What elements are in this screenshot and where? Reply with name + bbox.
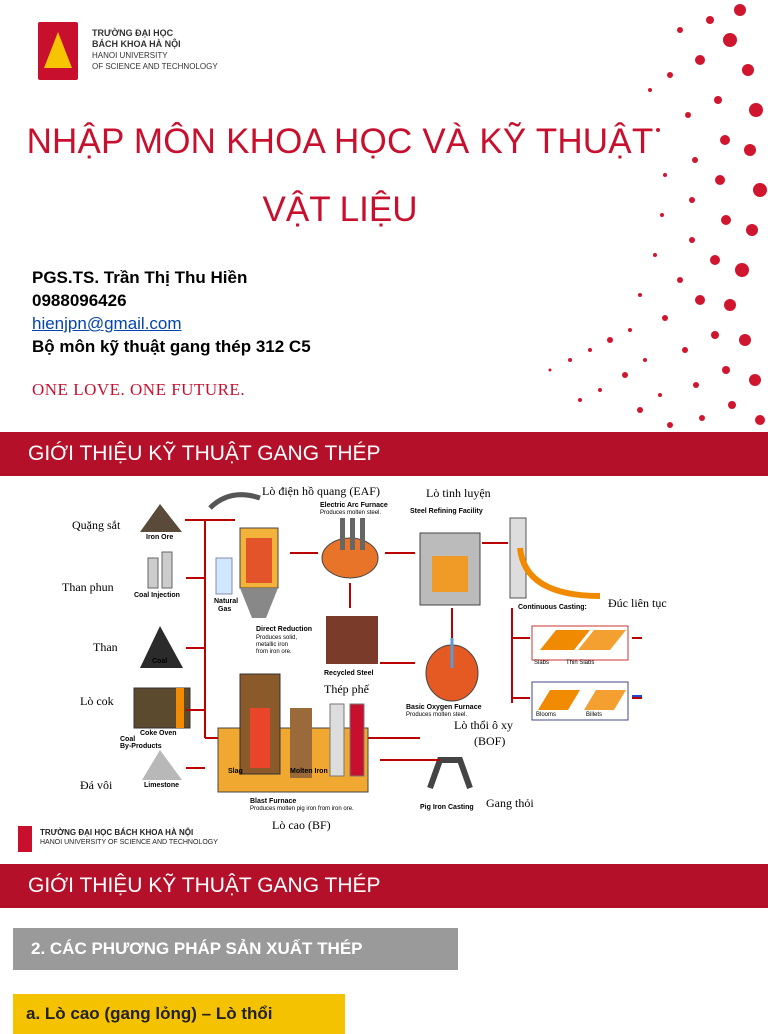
limestone-pile <box>142 750 182 780</box>
university-name <box>92 28 218 72</box>
eng-molten-iron: Molten Iron <box>290 768 328 775</box>
label-bf-vn: Lò cao (BF) <box>272 818 331 832</box>
university-line2: BÁCH KHOA HÀ NỘI <box>92 39 181 49</box>
eng-eaf: Electric Arc Furnace <box>320 502 388 509</box>
eng-coke-oven: Coke Oven <box>140 730 177 737</box>
eng-refining: Steel Refining Facility <box>410 508 483 515</box>
label-casting-vn: Đúc liên tục <box>608 596 667 610</box>
section-heading: 2. CÁC PHƯƠNG PHÁP SẢN XUẤT THÉP <box>13 928 458 970</box>
eng-coal-byproducts-2: By-Products <box>120 743 162 750</box>
author-phone: 0988096426 <box>32 291 127 310</box>
university-logo <box>38 22 78 80</box>
eng-dr-desc-1: Produces solid, <box>256 635 298 641</box>
author-email-link[interactable]: hienjpn@gmail.com <box>32 314 182 333</box>
university-line3: HANOI UNIVERSITY <box>92 51 168 60</box>
label-coal-vn: Than <box>93 640 118 654</box>
eng-coal-injection: Coal Injection <box>134 592 180 599</box>
eng-eaf-desc: Produces molten steel. <box>320 510 382 516</box>
eng-dr-desc-3: from iron ore. <box>256 649 292 655</box>
label-limestone-vn: Đá vôi <box>80 778 113 792</box>
eng-coal: Coal <box>152 658 168 665</box>
title-slide <box>0 0 768 432</box>
label-iron-ore-vn: Quặng sắt <box>72 518 121 532</box>
pig-iron-casting-machine <box>430 760 470 788</box>
eng-continuous-casting: Continuous Casting: <box>518 604 587 611</box>
eng-bf-desc: Produces molten pig iron from iron ore. <box>250 806 354 812</box>
eng-blooms: Blooms <box>536 712 557 718</box>
eng-recycled-steel: Recycled Steel <box>324 670 374 677</box>
eng-natural-gas-1: Natural <box>214 598 239 605</box>
author-department: Bộ môn kỹ thuật gang thép 312 C5 <box>32 337 311 356</box>
eng-billets: Billets <box>586 712 603 718</box>
iron-ore-pile <box>140 504 182 532</box>
natural-gas-icon <box>216 558 232 594</box>
label-coal-injection-vn: Than phun <box>62 580 114 594</box>
footer-logo <box>18 826 32 852</box>
label-scrap-vn: Thép phế <box>324 682 369 696</box>
eng-slag: Slag <box>228 768 243 775</box>
eng-limestone: Limestone <box>144 782 180 789</box>
subsection-heading: a. Lò cao (gang lỏng) – Lò thổi <box>13 994 345 1034</box>
recycled-steel-image <box>326 616 378 664</box>
coal-injection-silo <box>148 558 158 588</box>
label-bof-vn-1: Lò thổi ô xy <box>454 718 513 732</box>
slide-title-line1: NHẬP MÔN KHOA HỌC VÀ KỸ THUẬT <box>26 122 654 161</box>
author-name: PGS.TS. Trần Thị Thu Hiền <box>32 268 248 287</box>
footer-university <box>40 828 218 848</box>
slide3-header-band: GIỚI THIỆU KỸ THUẬT GANG THÉP <box>0 864 768 908</box>
slide2-header-band: GIỚI THIỆU KỸ THUẬT GANG THÉP <box>0 432 768 476</box>
eng-slabs: Slabs <box>534 660 550 666</box>
eng-pig-iron-casting: Pig Iron Casting <box>420 804 474 811</box>
eng-natural-gas-2: Gas <box>218 606 232 613</box>
footer-line2: HANOI UNIVERSITY OF SCIENCE AND TECHNOLOGY <box>40 839 218 846</box>
university-line1: TRƯỜNG ĐẠI HỌC <box>92 28 174 38</box>
label-pig-iron-vn: Gang thỏi <box>486 796 534 810</box>
eng-thin-slabs: Thin Slabs <box>566 660 595 666</box>
steelmaking-flow-diagram <box>0 478 768 858</box>
label-coke-vn: Lò cok <box>80 694 114 708</box>
eng-iron-ore: Iron Ore <box>146 534 174 541</box>
label-refining-vn: Lò tinh luyện <box>426 486 491 500</box>
motto: ONE LOVE. ONE FUTURE. <box>32 380 246 399</box>
eng-coal-byproducts-1: Coal <box>120 736 136 743</box>
label-bof-vn-2: (BOF) <box>474 734 506 748</box>
label-eaf-vn: Lò điện hồ quang (EAF) <box>262 484 380 498</box>
eng-dr-desc-2: metallic iron <box>256 642 289 648</box>
university-line4: OF SCIENCE AND TECHNOLOGY <box>92 62 218 71</box>
diagram-graphics <box>0 478 768 858</box>
eng-direct-reduction: Direct Reduction <box>256 626 313 633</box>
eng-blast-furnace: Blast Furnace <box>250 798 297 805</box>
eng-bof-desc: Produces molten steel. <box>406 712 468 718</box>
author-block <box>32 266 311 358</box>
eng-bof: Basic Oxygen Furnace <box>406 704 482 711</box>
footer-line1: TRƯỜNG ĐẠI HỌC BÁCH KHOA HÀ NỘI <box>40 828 194 837</box>
slide-title-line2: VẬT LIỆU <box>262 190 418 229</box>
